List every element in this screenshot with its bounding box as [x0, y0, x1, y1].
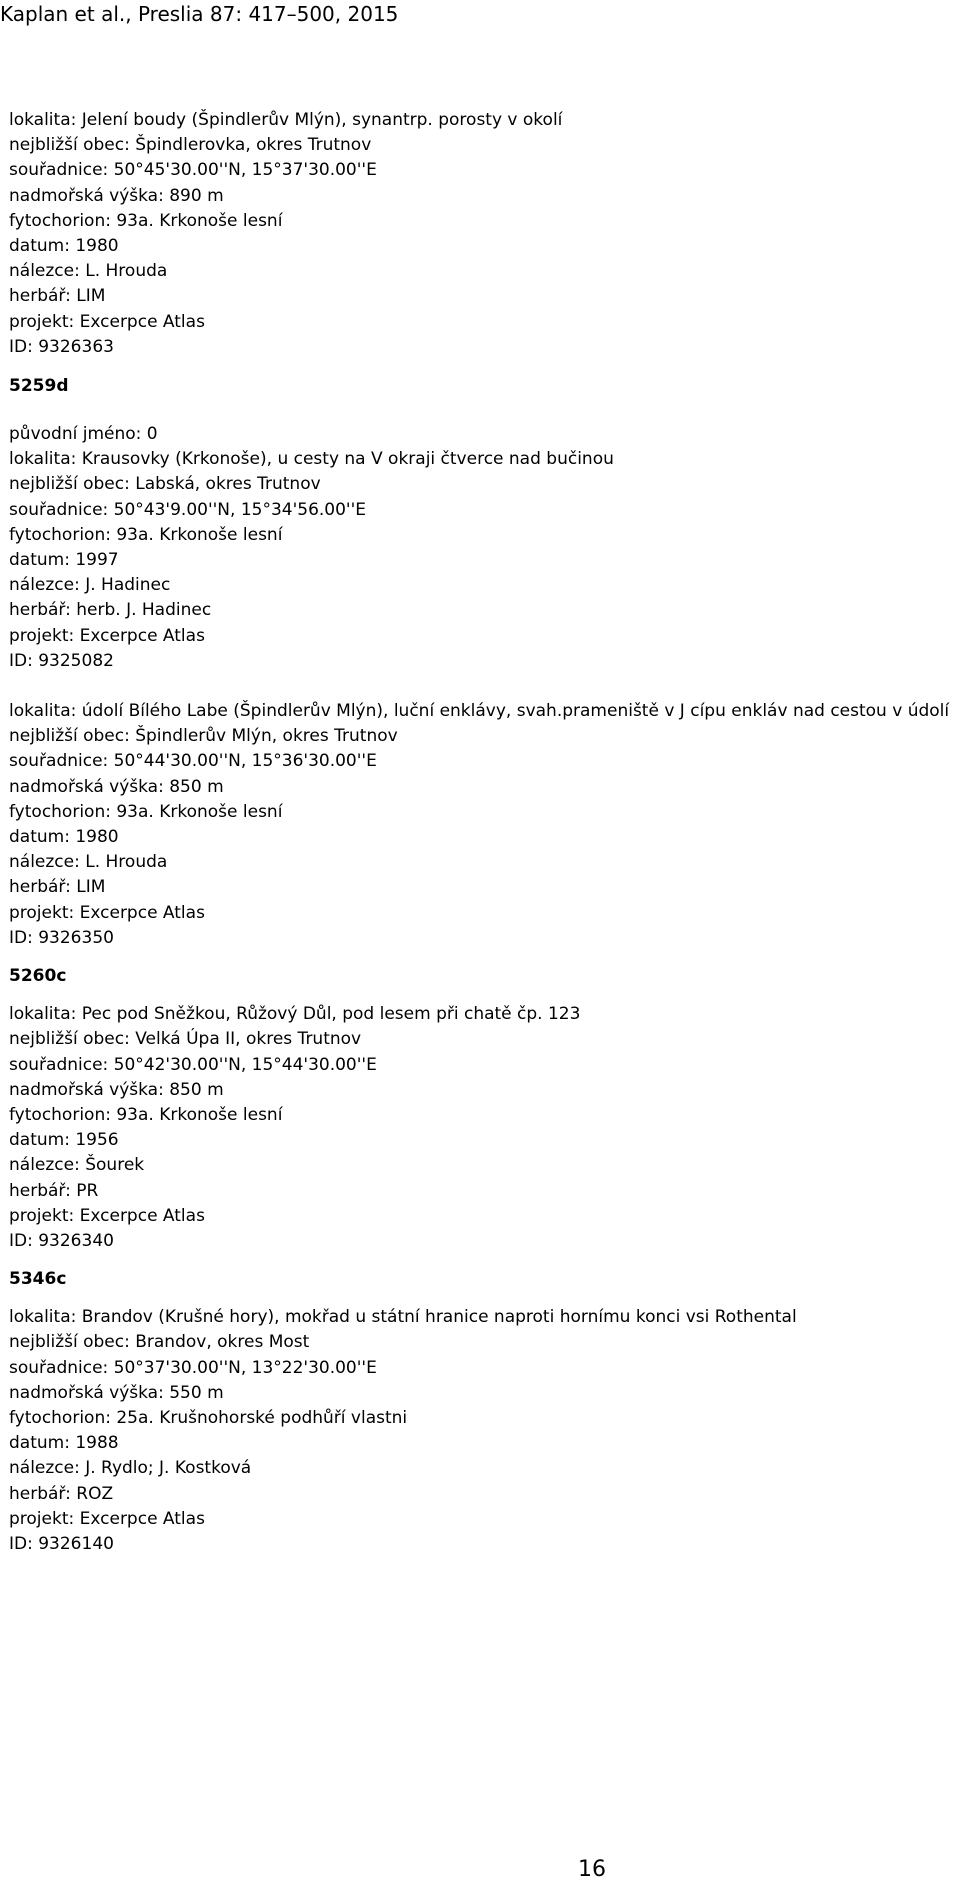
- nalezce-line: nálezce: J. Rydlo; J. Kostková: [9, 1458, 252, 1479]
- obec-line: nejbližší obec: Špindlerův Mlýn, okres Trutnov: [9, 726, 398, 747]
- page-content: [9, 108, 954, 1557]
- section-heading: 5346c: [9, 1269, 67, 1290]
- vyska-line: nadmořská výška: 850 m: [9, 1079, 224, 1100]
- souradnice-line: souřadnice: 50°37'30.00''N, 13°22'30.00''E: [9, 1357, 377, 1378]
- nalezce-line: nálezce: J. Hadinec: [9, 575, 171, 596]
- projekt-line: projekt: Excerpce Atlas: [9, 902, 205, 923]
- obec-line: nejbližší obec: Špindlerovka, okres Trutnov: [9, 135, 372, 156]
- id-line: ID: 9325082: [9, 650, 114, 671]
- fytochorion-line: fytochorion: 93a. Krkonoše lesní: [9, 1104, 283, 1125]
- datum-line: datum: 1980: [9, 827, 119, 848]
- record-block: [9, 1002, 954, 1254]
- fytochorion-line: fytochorion: 93a. Krkonoše lesní: [9, 210, 283, 231]
- record-block: [9, 422, 954, 674]
- obec-line: nejbližší obec: Labská, okres Trutnov: [9, 474, 321, 495]
- herbar-line: herbář: LIM: [9, 286, 106, 307]
- souradnice-line: souřadnice: 50°45'30.00''N, 15°37'30.00''E: [9, 160, 377, 181]
- id-line: ID: 9326363: [9, 336, 114, 357]
- nalezce-line: nálezce: L. Hrouda: [9, 852, 168, 873]
- obec-line: nejbližší obec: Brandov, okres Most: [9, 1332, 310, 1353]
- fytochorion-line: fytochorion: 93a. Krkonoše lesní: [9, 801, 283, 822]
- datum-line: datum: 1980: [9, 236, 119, 257]
- section-heading: 5260c: [9, 966, 67, 987]
- lokalita-line: lokalita: Pec pod Sněžkou, Růžový Důl, pod lesem při chatě čp. 123: [9, 1004, 581, 1025]
- fytochorion-line: fytochorion: 25a. Krušnohorské podhůří vlastni: [9, 1407, 408, 1428]
- nalezce-line: nálezce: L. Hrouda: [9, 261, 168, 282]
- souradnice-line: souřadnice: 50°44'30.00''N, 15°36'30.00''E: [9, 751, 377, 772]
- herbar-line: herbář: PR: [9, 1180, 99, 1201]
- lokalita-line: lokalita: Brandov (Krušné hory), mokřad u státní hranice naproti hornímu konci vsi Rothental: [9, 1307, 797, 1328]
- running-header: Kaplan et al., Preslia 87: 417–500, 2015: [0, 2, 399, 26]
- souradnice-line: souřadnice: 50°42'30.00''N, 15°44'30.00''E: [9, 1054, 377, 1075]
- projekt-line: projekt: Excerpce Atlas: [9, 311, 205, 332]
- record-block: [9, 699, 954, 951]
- fytochorion-line: fytochorion: 93a. Krkonoše lesní: [9, 524, 283, 545]
- obec-line: nejbližší obec: Velká Úpa II, okres Trutnov: [9, 1029, 362, 1050]
- herbar-line: herbář: LIM: [9, 877, 106, 898]
- projekt-line: projekt: Excerpce Atlas: [9, 625, 205, 646]
- lokalita-line: lokalita: Jelení boudy (Špindlerův Mlýn), synantrp. porosty v okolí: [9, 110, 563, 130]
- id-line: ID: 9326140: [9, 1533, 114, 1554]
- section-heading: 5259d: [9, 376, 69, 397]
- puvodni-jmeno-line: původní jméno: 0: [9, 424, 158, 445]
- lokalita-line: lokalita: Krausovky (Krkonoše), u cesty na V okraji čtverce nad bučinou: [9, 449, 614, 470]
- record-block: [9, 108, 954, 360]
- vyska-line: nadmořská výška: 890 m: [9, 185, 224, 206]
- projekt-line: projekt: Excerpce Atlas: [9, 1508, 205, 1529]
- lokalita-line: lokalita: údolí Bílého Labe (Špindlerův Mlýn), luční enklávy, svah.prameniště v J cípu enkláv nad cestou v údolí: [9, 701, 950, 722]
- record-block: [9, 1305, 954, 1557]
- id-line: ID: 9326340: [9, 1230, 114, 1251]
- projekt-line: projekt: Excerpce Atlas: [9, 1205, 205, 1226]
- nalezce-line: nálezce: Šourek: [9, 1155, 145, 1176]
- vyska-line: nadmořská výška: 850 m: [9, 776, 224, 797]
- souradnice-line: souřadnice: 50°43'9.00''N, 15°34'56.00''E: [9, 499, 367, 520]
- page-number: 16: [578, 1857, 606, 1882]
- vyska-line: nadmořská výška: 550 m: [9, 1382, 224, 1403]
- datum-line: datum: 1988: [9, 1433, 119, 1454]
- herbar-line: herbář: ROZ: [9, 1483, 114, 1504]
- herbar-line: herbář: herb. J. Hadinec: [9, 600, 212, 621]
- datum-line: datum: 1997: [9, 550, 119, 571]
- datum-line: datum: 1956: [9, 1130, 119, 1151]
- id-line: ID: 9326350: [9, 927, 114, 948]
